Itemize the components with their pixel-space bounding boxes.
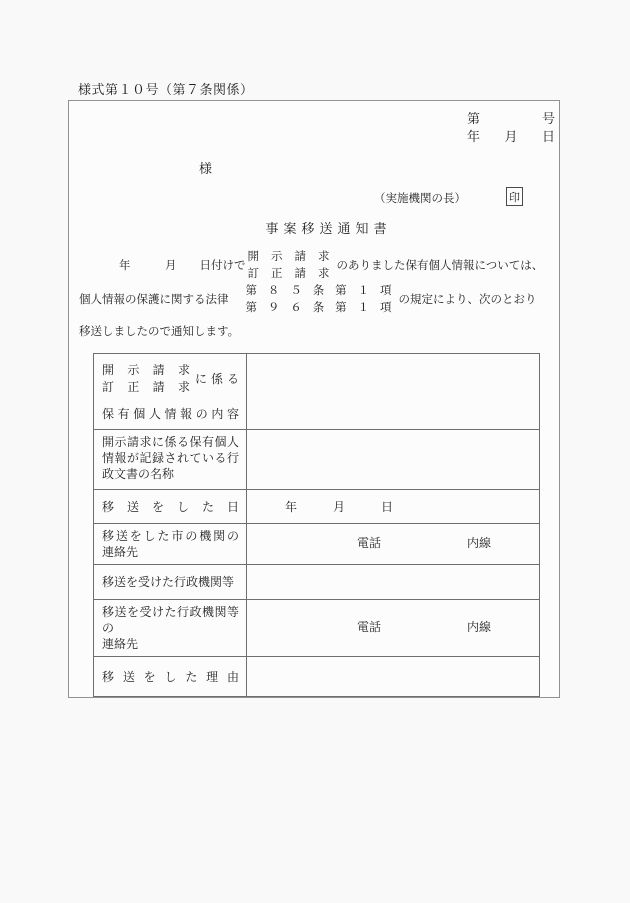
cell-receiving-agency-contact: [247, 600, 540, 657]
addressee-honorific: 様: [199, 162, 213, 177]
table-row-transfer-reason: [94, 657, 540, 697]
seal-stamp: 印: [506, 187, 523, 206]
table-row-personal-info-content: [94, 354, 540, 430]
document-title: 事案移送通知書: [265, 222, 392, 237]
row-label-transfer-reason: 移送をした理由: [94, 657, 247, 697]
row-label-document-name: 開示請求に係る保有個人情報が記録されている行政文書の名称: [94, 430, 247, 490]
row1-label-line2: 保有個人情報の内容: [102, 407, 239, 421]
cell-city-contact: [247, 524, 540, 565]
body-line-3: 移送しましたので通知します。: [79, 324, 240, 338]
row1-correction-option: 訂正請求: [102, 380, 190, 394]
row1-label-top: [102, 362, 239, 396]
row-label-personal-info-content: [94, 354, 247, 430]
transfer-details-table: [93, 353, 540, 697]
cell-transfer-date: [247, 490, 540, 524]
form-border-box: [68, 100, 560, 698]
form-number-label: 様式第１０号（第７条関係）: [78, 83, 254, 98]
date-month-label: 月: [504, 130, 518, 145]
agency-contact-label-line1: 移送を受けた行政機関等の: [102, 605, 239, 635]
article-96-option: 第９６条第１項: [245, 300, 392, 314]
table-row-transfer-date: [94, 490, 540, 524]
correction-request-option: 訂正請求: [247, 266, 330, 280]
agency-contact-label-line2: 連絡先: [102, 637, 139, 651]
agency-contact-fields: [247, 618, 539, 638]
transfer-date-blanks: 年 月 日: [285, 500, 394, 514]
row-label-receiving-agency-contact: [94, 600, 247, 657]
row1-label-suffix: に係る: [195, 372, 239, 386]
extension-label: 内線: [467, 620, 492, 634]
cell-receiving-agency: [247, 565, 540, 600]
issuer-title: （実施機関の長）: [374, 191, 466, 205]
cell-document-name: [247, 430, 540, 490]
request-type-stack: [248, 248, 330, 282]
disclosure-request-option: 開示請求: [247, 249, 330, 263]
row1-disclosure-option: 開示請求: [102, 363, 190, 377]
body-line-1-continuation: のありました保有個人情報については、: [336, 258, 544, 272]
cell-personal-info-content: [247, 354, 540, 430]
body-line-2-continuation: の規定により、次のとおり: [398, 292, 537, 306]
request-date-blanks: 年 月 日付けで: [119, 258, 246, 272]
body-line-1: [79, 247, 553, 283]
table-row-document-name: [94, 430, 540, 490]
table-row-receiving-agency: [94, 565, 540, 600]
phone-label: 電話: [357, 536, 382, 550]
doc-number-prefix: 第: [467, 112, 481, 127]
date-day-label: 日: [541, 130, 555, 145]
row-label-receiving-agency: 移送を受けた行政機関等: [94, 565, 247, 600]
row-label-city-contact: [94, 524, 247, 565]
phone-label: 電話: [357, 620, 382, 634]
document-number-line: [467, 108, 555, 127]
cell-transfer-reason: [247, 657, 540, 697]
body-line-2: [79, 281, 553, 317]
issue-date-line: [467, 126, 555, 145]
city-contact-label-line2: 連絡先: [102, 545, 139, 559]
city-contact-label-line1: 移送をした市の機関の: [102, 529, 239, 543]
law-name-text: 個人情報の保護に関する法律: [79, 292, 229, 306]
row-label-transfer-date: 移送をした日: [94, 490, 247, 524]
law-article-stack: [246, 282, 392, 316]
table-row-city-contact: [94, 524, 540, 565]
table-row-receiving-agency-contact: [94, 600, 540, 657]
doc-number-suffix: 号: [541, 112, 555, 127]
city-contact-fields: [247, 534, 539, 554]
extension-label: 内線: [467, 536, 492, 550]
date-year-label: 年: [467, 130, 481, 145]
row1-request-type-stack: [102, 362, 190, 396]
article-85-option: 第８５条第１項: [245, 283, 392, 297]
